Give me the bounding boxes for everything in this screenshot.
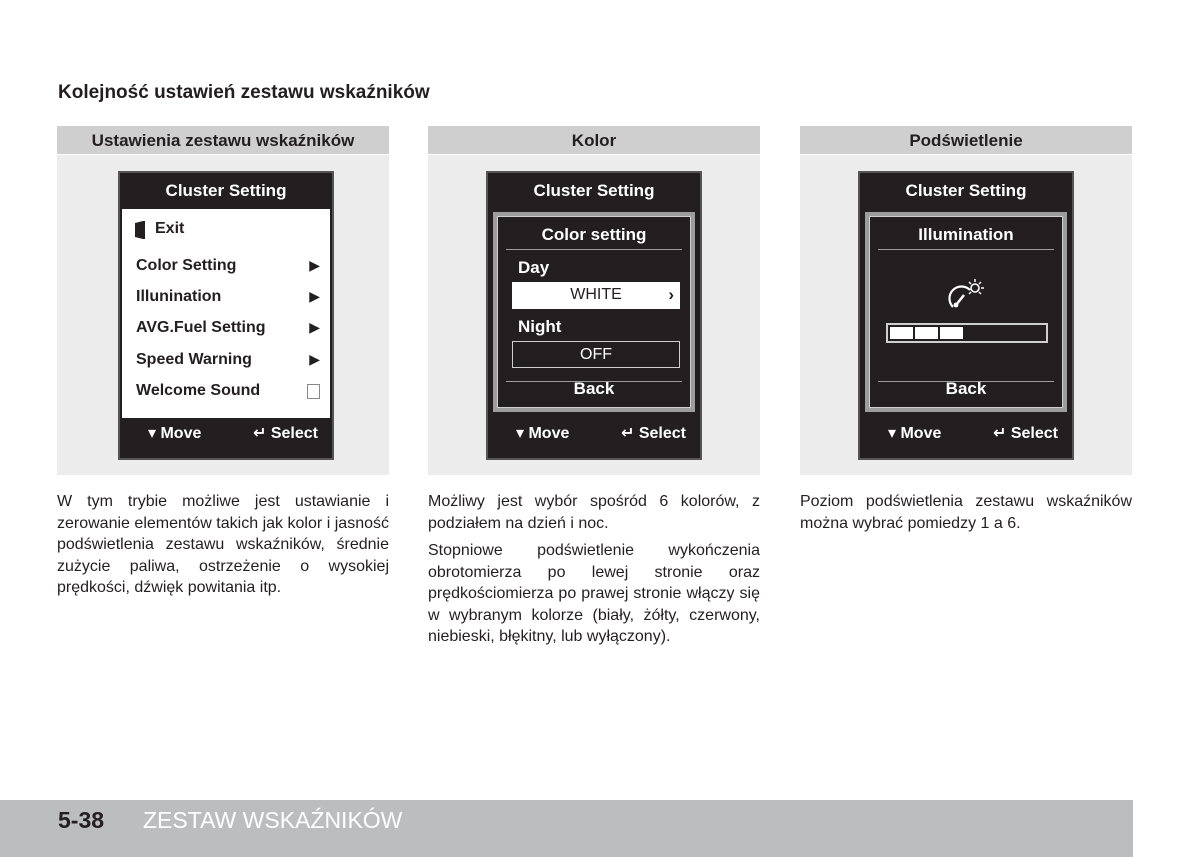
day-color-select[interactable] [512, 282, 680, 309]
move-hint: ▾ Move [888, 425, 942, 442]
cluster-screen [118, 171, 334, 460]
back-button[interactable]: Back [945, 379, 987, 398]
illumination-level-segment [940, 327, 963, 339]
settings-menu [122, 209, 330, 418]
section-title: Kolejność ustawień zestawu wskaźników [58, 82, 430, 103]
menu-item-label: Welcome Sound [136, 382, 261, 399]
move-hint: ▾ Move [148, 425, 202, 442]
illumination-level-bar[interactable] [886, 323, 1048, 343]
menu-item-label: AVG.Fuel Setting [136, 319, 266, 336]
paragraph: Poziom podświetlenia zestawu wskaźników można wybrać pomiedzy 1 a 6. [800, 493, 1132, 532]
paragraph: Możliwy jest wybór spośród 6 kolorów, z podziałem na dzień i noc. [428, 493, 760, 532]
screen-title: Cluster Setting [905, 181, 1027, 200]
cluster-screen [486, 171, 702, 460]
divider [878, 249, 1054, 250]
screen-footer [120, 408, 332, 458]
day-color-value: WHITE [570, 286, 622, 303]
color-setting-dialog [493, 212, 695, 412]
cluster-screen [858, 171, 1074, 460]
screen-footer [860, 408, 1072, 458]
menu-item-label: Illunination [136, 288, 222, 305]
panel-header: Podświetlenie [800, 126, 1132, 155]
illumination-icon [948, 279, 986, 313]
select-hint: ↵ Select [253, 425, 318, 442]
arrow-right-icon: ▶ [309, 288, 320, 304]
illumination-dialog [865, 212, 1067, 412]
screen-footer [488, 408, 700, 458]
description-color [428, 491, 760, 648]
move-hint: ▾ Move [516, 425, 570, 442]
illumination-level-segment [915, 327, 938, 339]
panel-illumination [800, 126, 1132, 475]
screen-title: Cluster Setting [165, 181, 287, 200]
dialog-title: Illumination [918, 225, 1014, 244]
page-number: 5-38 [58, 807, 105, 833]
arrow-right-icon: ▶ [309, 319, 320, 335]
chapter-title: ZESTAW WSKAŹNIKÓW [143, 807, 403, 833]
night-label: Night [518, 317, 562, 336]
welcome-sound-checkbox[interactable] [307, 384, 320, 399]
day-label: Day [518, 258, 550, 277]
panel-header: Ustawienia zestawu wskaźników [57, 126, 389, 155]
screen-title: Cluster Setting [533, 181, 655, 200]
arrow-right-icon: ▶ [309, 257, 320, 273]
night-color-value: OFF [580, 346, 612, 363]
divider [506, 249, 682, 250]
menu-item-welcome-sound[interactable] [122, 377, 330, 405]
dialog-title: Color setting [541, 225, 647, 244]
select-hint: ↵ Select [993, 425, 1058, 442]
paragraph: Stopniowe podświetlenie wykończenia obrotomierza po lewej stronie oraz prędkościomierza po prawej stronie włączy się w wybranym kolorze (biały, żółty, czerwony, niebieski, błękitny, lub wyłączony). [428, 542, 760, 645]
menu-item-label: Speed Warning [136, 351, 252, 368]
description-illumination [800, 491, 1132, 534]
menu-item-exit[interactable] [122, 215, 330, 243]
menu-item-label: Color Setting [136, 257, 237, 274]
chevron-right-icon: › [668, 285, 674, 304]
paragraph: W tym trybie możliwe jest ustawianie i zerowanie elementów takich jak kolor i jasność podświetlenia zestawu wskaźników, średnie zużycie paliwa, ostrzeżenie o wysokiej prędkości, dźwięk powitania itp. [57, 493, 389, 596]
illumination-level-segment [890, 327, 913, 339]
menu-item-speed-warning[interactable] [122, 346, 330, 374]
menu-item-color-setting[interactable] [122, 252, 330, 280]
menu-item-label: Exit [155, 220, 185, 237]
exit-door-icon [134, 221, 146, 239]
page-footer [0, 800, 1133, 857]
night-color-select[interactable] [512, 341, 680, 368]
menu-item-avg-fuel[interactable] [122, 314, 330, 342]
panel-color [428, 126, 760, 475]
panel-cluster-settings [57, 126, 389, 475]
panel-header: Kolor [428, 126, 760, 155]
menu-item-illumination[interactable] [122, 283, 330, 311]
select-hint: ↵ Select [621, 425, 686, 442]
arrow-right-icon: ▶ [309, 351, 320, 367]
description-cluster-settings [57, 491, 389, 599]
back-button[interactable]: Back [573, 379, 615, 398]
